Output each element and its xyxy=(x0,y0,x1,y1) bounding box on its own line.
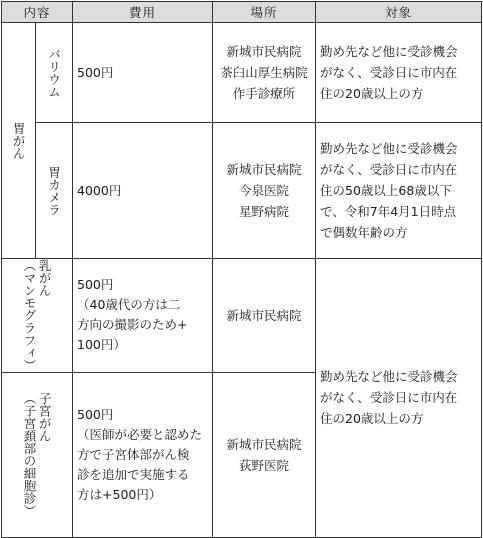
breast-label-cell xyxy=(2,259,73,373)
fee-line: 100円） xyxy=(77,337,126,353)
camera-label-cell xyxy=(36,123,73,259)
barium-locations xyxy=(213,23,316,123)
target-line: 住の20歳以上の方 xyxy=(320,411,424,427)
location-item: 茶臼山厚生病院 xyxy=(220,65,308,80)
breast-sub-label: （マンモグラフィ） xyxy=(22,259,37,372)
fee-line: 500円 xyxy=(77,277,114,293)
location-item: 荻野医院 xyxy=(239,457,290,473)
target-line: 勤め先など他に受診機会 xyxy=(320,141,458,156)
location-item: 新城市民病院 xyxy=(226,436,302,452)
location-item: 今泉医院 xyxy=(239,183,290,198)
camera-target xyxy=(316,123,482,259)
target-line: 住の20歳以上の方 xyxy=(320,86,424,101)
location-item: 作手診療所 xyxy=(232,86,296,101)
fee-line: 方向の撮影のため+ xyxy=(77,317,188,333)
camera-label: 胃カメラ xyxy=(46,165,62,216)
target-line: 勤め先など他に受診機会 xyxy=(320,44,458,59)
target-line: で、令和7年4月1日時点 xyxy=(320,204,457,219)
fee-line: （40歳代の方は二 xyxy=(77,297,181,313)
shared-target xyxy=(316,259,482,538)
target-line: 住の50歳以上68歳以下 xyxy=(320,183,452,198)
header-row xyxy=(2,2,482,23)
row-stomach-camera xyxy=(2,123,482,259)
target-line: がなく、受診日に市内在 xyxy=(320,162,458,177)
stomach-group-label: 胃がん xyxy=(11,121,27,160)
stomach-group-cell xyxy=(2,23,36,259)
target-line: で偶数年齢の方 xyxy=(320,225,408,240)
cervical-fee xyxy=(73,372,213,537)
header-location: 場所 xyxy=(213,2,316,23)
fee-line: 診を追加で実施する xyxy=(77,466,190,482)
header-fee: 費用 xyxy=(73,2,213,23)
fee-line: 方は+500円） xyxy=(77,486,162,502)
header-target: 対象 xyxy=(316,2,482,23)
cervical-locations xyxy=(213,372,316,537)
screening-table xyxy=(1,1,482,538)
location-item: 星野病院 xyxy=(239,204,290,219)
fee-line: 500円 xyxy=(77,406,114,422)
cervical-sub-label: （子宮頚部の細胞診） xyxy=(22,392,37,517)
fee-line: 方で子宮体部がん検 xyxy=(77,446,190,462)
location-item: 新城市民病院 xyxy=(226,44,302,59)
target-line: がなく、受診日に市内在 xyxy=(320,390,458,406)
target-line: がなく、受診日に市内在 xyxy=(320,65,458,80)
barium-label-cell xyxy=(36,23,73,123)
breast-fee xyxy=(73,259,213,373)
breast-locations xyxy=(213,259,316,373)
camera-locations xyxy=(213,123,316,259)
location-item: 新城市民病院 xyxy=(226,162,302,177)
target-line: 勤め先など他に受診機会 xyxy=(320,369,458,385)
camera-fee: 4000円 xyxy=(73,123,213,259)
fee-line: （医師が必要と認めた xyxy=(77,426,203,442)
barium-target xyxy=(316,23,482,123)
row-breast xyxy=(2,259,482,373)
barium-fee: 500円 xyxy=(73,23,213,123)
location-item: 新城市民病院 xyxy=(226,307,302,323)
cervical-label: 子宮がん xyxy=(37,392,53,442)
row-stomach-barium xyxy=(2,23,482,123)
barium-label: バリウム xyxy=(46,47,62,98)
header-content: 内容 xyxy=(2,2,73,23)
breast-label: 乳がん xyxy=(37,259,53,297)
cervical-label-cell xyxy=(2,372,73,537)
